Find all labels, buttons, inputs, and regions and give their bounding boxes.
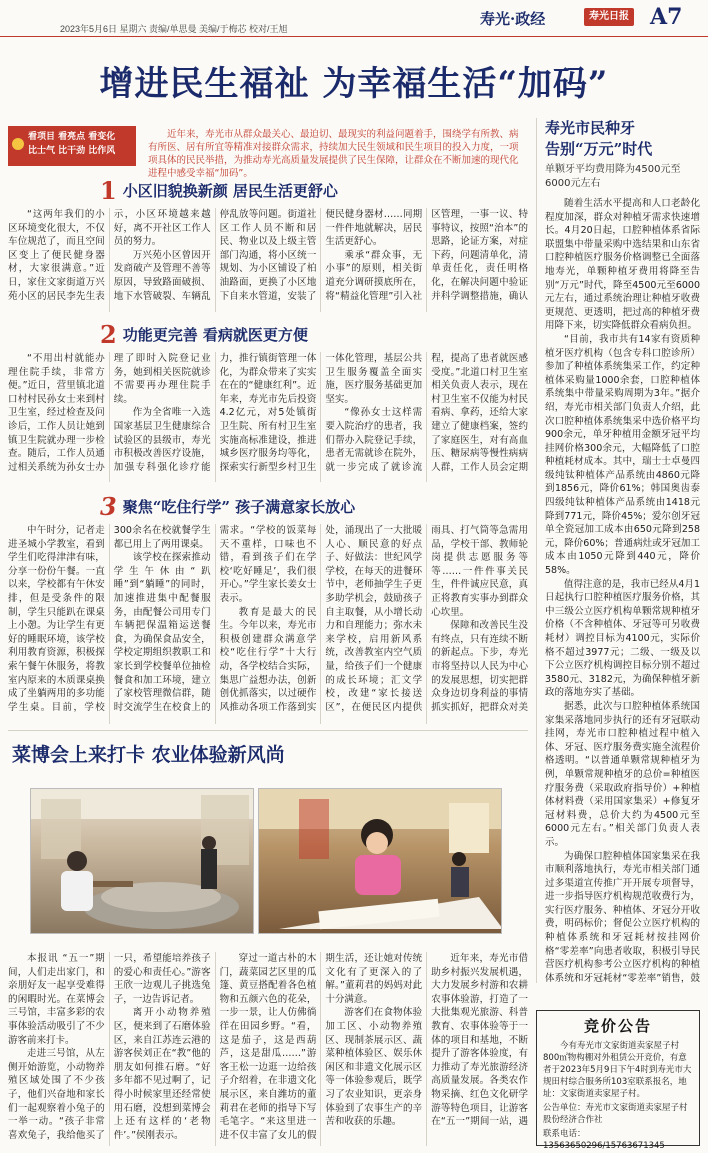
section-3-number: 3 (100, 492, 117, 521)
paragraph: 为确保口腔种植体国家集采在我市顺利落地执行，寿光市相关部门通过多渠道宣传推广开开展专项督导，进一步指导医疗机构规范收费行为，实行医疗服务、种植体、牙冠分开收费，明码标价；督促公立医疗机构的种植体系统和牙冠耗材按挂网价格“零差率”向患者收取，积极引导民营医疗机构参考公立医疗机构的种植体系统和牙冠耗材“零差率”销售，鼓 (545, 850, 700, 983)
section-name: 寿光·政经 (480, 10, 546, 28)
dental-subtitle: 单颗牙平均费用降为4500元至6000元左右 (545, 164, 681, 189)
paragraph: 穿过一道古朴的木门，蔬菜园艺区里的瓜篷、黄豆搭配着各色植物和五颜六色的花朵，一步一景，让人仿佛徜徉在田园乡野。“看，这是茄子，这是西葫芦，这是甜瓜……”游客王松一边逛一边给孩子介绍着，在非遗文化展示区，来自潍坊的董莉君在老师的指导下写毛笔字。“来这里进一进不仅丰富了女儿的假期生活，还让她对传统文化有了更深入的了解。”董莉君的妈妈对此十分满意。 (219, 953, 423, 1141)
main-headline: 增进民生福祉 为幸福生活“加码” (99, 64, 609, 104)
section-divider (8, 730, 528, 731)
photo-stone-mill (30, 788, 254, 934)
paragraph: “这两年我们的小区环境变化很大，不仅车位规范了，而且空间区变上了便民健身器材，大家很满意。”近日，家住文家街道万兴苑小区的居民李先生表示，小区环境越来越好，离不开社区工作人员的努力。 (8, 209, 211, 302)
page-header (0, 0, 708, 50)
article-intro: 近年来，寿光市从群众最关心、最迫切、最现实的利益问题着手，围绕学有所教、病有所医、居有所宜等精准对接群众需求，持续加大民生领域和民生项目的投入力度，一项项具体的民民举措，为推动寿光高质量发展提供了民生保障，让群众在不断加速的现代化进程中感受幸福“加码”。 (148, 129, 519, 179)
badge-line-1: 看项目 看亮点 看变化 (28, 132, 116, 142)
notice-body: 今有寿光市文家街道卖家屋子村800㎡物构棚对外租赁公开竞价，有意者于2023年5月9日下午4时到寿光市大规田村综合服务所103室联系报名，地址：文家街道卖家屋子村。 (543, 1041, 692, 1099)
expo-headline: 菜博会上来打卡 农业体验新风尚 (12, 744, 285, 766)
dental-title-line-1: 寿光市民种牙 (545, 119, 636, 137)
paragraph: 近年来，寿光市借助乡村振兴发展机遇，大力发展乡村游和农耕农事体验游，打造了一大批集观光旅游、科普教育、农事体验等于一体的项目和基地，不断提升了游客体验度，有力推动了寿光旅游经济高质量发展。各类农作物采摘、红色文化研学游等特色项目，让游客在“五一”期间一站，遇 (431, 953, 528, 1128)
paragraph: 本报讯 “五一”期间，人们走出家门，和亲朋好友一起享受难得的闲暇时光。在菜博会三号馆，丰富多彩的农事体验活动吸引了不少游客前来打卡。 (8, 953, 105, 1046)
paragraph: 离开小动物养殖区，便来到了石磨体验区，来自江苏连云港的游客侯刘正在“教”他的朋友如何推石磨。“好多年都不见过啊了，记得小时候家里还经常使用石磨，没想到菜博会上还有这样的‘老物件’。”侯刚表示。 (113, 1007, 211, 1141)
photo-child-calligraphy (258, 788, 502, 934)
section-2-body (8, 352, 528, 482)
page-number: A7 (650, 4, 683, 30)
expo-body (8, 952, 528, 1146)
badge-emblem-icon (12, 138, 24, 150)
dental-implant-article (536, 118, 700, 983)
paragraph: 走进三号馆，从左侧开始游览，小动物养殖区域处围了不少孩子，他们兴奋地和家长们一起观察着小兔子的一举一动。“孩子非常喜欢兔子，我给他买了一只，希望能培养孩子的爱心和责任心。”游客王欣一边观儿子挑选兔子，一边告诉记者。 (8, 953, 211, 1141)
issue-meta: 2023年5月6日 星期六 责编/单思曼 美编/于梅芯 校对/王旭 (60, 24, 288, 34)
section-1-title (100, 176, 338, 205)
dental-title-line-2: 告别“万元”时代 (545, 140, 653, 158)
section-1-heading: 小区旧貌换新颜 居民生活更舒心 (122, 182, 338, 200)
newspaper-logo: 寿光日报 (584, 8, 634, 26)
paragraph: 值得注意的是，我市已经从4月1日起执行口腔种植医疗服务价格，其中三级公立医疗机构单颗常规种植牙价格（不含种植体、牙冠等可另收费耗材）调控目标为4100元，实际价格不超过3977元；二级、一级及以下公立医疗机构调控目标分别不超过3580元、3182元，为确保种植牙新政的落地夯实了基础。 (545, 578, 700, 699)
paragraph: 随着生活水平提高和人口老龄化程度加深，群众对种植牙需求快速增长。4月20日起，口腔种植体系省际联盟集中带量采购中选结果和山东省口腔种植医疗服务价格调整已全面落地寿光，单颗种植牙费用将降至告别“万元”时代，降至4500元至6000元左右，通过系统治理让种植牙收费更规范、更透明，把过高的种植牙费用降下来，切实降低群众看病负担。 (545, 198, 700, 332)
paragraph: “不用出村就能办理住院手续，非常方便。”近日，营里镇北道口村村民孙女士来到村卫生室，经过检查及问诊后，工作人员让她到镇卫生院就办理一步检查。随后，工作人员通过相关系统为孙女士办理了即时入院登记业务，她到相关医院就诊不需要再办理住院手续。 (8, 353, 211, 473)
paragraph: 据悉，此次与口腔种植体系统国家集采落地同步执行的还有牙冠联动挂网，寿光市口腔种植过程中植入体、牙冠、医疗服务费实施全流程价格透明。“以普通单颗常规种植牙为例，单颗常规种植牙的总价=种植医疗服务费（采取政府指导价）+种植体材料费（采用国家集采）+修复牙冠材料费，总价大约为4500元至6000元左右。”相关部门负责人表示。 (545, 700, 700, 848)
section-2-title (100, 320, 308, 349)
paragraph: 该学校在探索推动学生午休由“趴睡”到“躺睡”的同时，加速推进集中配餐服务，由配餐公司用专门车辆把保温箱运送餐食，为确保食品安全，学校定期组织教职工和家长到学校餐单位抽检餐食和加工环境，建立了家校管理微信群，随时交流学生在校食上的需求。“学校的饭菜每天不重样，口味也不错，看到孩子们在学校‘吃好睡足’，我们很开心。”学生家长姜女士表示。 (113, 525, 317, 713)
section-1-number: 1 (100, 176, 117, 205)
section-2-number: 2 (100, 320, 117, 349)
paragraph: 万兴苑小区曾因开发商破产及管理不善等原因，导致路面破损、地下水管破裂、车辆乱停乱放等问题。街道社区工作人员不断和居民、物业以及上级主管部门沟通，将小区统一规划、为小区铺设了柏油路面，更换了小区地下自来水管道，安装了便民健身器材……同期一件件地就解决，居民生活更舒心。 (113, 209, 423, 302)
paragraph: 中午时分，记者走进圣城小学教室，看到学生们吃得津津有味，分享一份份午餐。一直以来，学校都有午休安排，但是受条件的限制，学生只能趴在课桌上小憩。为让学生有更好的睡眠环境，该学校利用教育资源，积极探索午餐午休服务，将教室内原来的木质课桌换成了坐躺两用的多功能学生桌。目前，学校300余名在校就餐学生都已用上了两用课桌。 (8, 525, 211, 713)
stone-mill-illustration (31, 789, 254, 934)
dental-body (545, 197, 700, 983)
section-3-heading: 聚焦“吃住行学” 孩子满意家长放心 (122, 498, 356, 516)
campaign-badge (8, 126, 136, 166)
paragraph: “像孙女士这样需要入院治疗的患者，我们帮办入院登记手续，患者无需就诊在院外，就一步完成了就诊流程，提高了患者就医感受度。”北道口村卫生室相关负责人表示，现在村卫生室不仅能为村民看病、拿药，还给大家建立了健康档案，签约了家庭医生，对有高血压、糖尿病等慢性病病人群，工作人员会定期 (325, 353, 528, 473)
section-1-body (8, 208, 528, 312)
calligraphy-illustration (259, 789, 502, 934)
notice-phone: 联系电话：13563650296/15763671345 (543, 1129, 665, 1151)
paragraph: “目前，我市共有14家有资质种植牙医疗机构（包含专科口腔诊所）参加了种植体系统集采工作，约定种植体采购量1000余套，口腔种植体系统集中带量采购周期为3年。”据介绍，寿光市相关部门负责人介绍，此次口腔种植体系统集采中选价格平均900余元，单牙种植用金额牙冠平均挂网价格300余元，大幅降低了口腔种植耗材成本。其中，瑞士士卓曼四级纯钛种植体产品系统由4860元降到1856元，降价61%；韩国奥齿泰四级纯钛种植体产品系统由1418元降到771元，降价45%；爱尔创牙冠单全瓷冠加工成本由650元降到258元，降价60%；普通病灶或牙冠加工成本由1050元降到440元，降价58%。 (545, 333, 700, 577)
bidding-notice (536, 1010, 700, 1151)
notice-title: 竞价公告 (583, 1017, 652, 1035)
header-divider (0, 36, 708, 37)
paragraph: 游客们在食物体验加工区、小动物养殖区、现制茶展示区、蔬菜种植体验区、娱乐休闲区和非遗文化展示区等一体验参观后，既学习了农业知识，更亲身体验到了农事生产的辛苦和收获的乐趣。 (325, 1007, 423, 1128)
paragraph: 教育是最大的民生。今年以来，寿光市积极创建群众满意学校“吃住行学”十大行动，各学校结合实际，集思广益想办法，创新创优抓落实，以过硬作风推动各项工作落到实处，涌现出了一大批暖人心、顺民意的好点子、好做法：世纪风学学校，在每天的进餐环节中，老师抽学生子更多助学机会，鼓励孩子自主取餐，从小增长动力和自理能力；弥水未来学校，启用新风系统，改善教室内空气质量，给孩子们一个健康的成长环境；汇文学校，改建“家长接送区”，在便民区内提供雨具、打气筒等急需用品，学校干部、教师轮岗提供志愿服务等等……一件件事关民生，件件诚应民意，真正将教育实事办到群众心坎里。 (219, 525, 528, 713)
paragraph: 保障和改善民生没有终点，只有连续不断的新起点。下步，寿光市将坚持以人民为中心的发展思想，切实把群众身边切身利益的事情抓实抓好，把群众对美 (431, 620, 528, 713)
section-3-body (8, 524, 528, 724)
section-2-heading: 功能更完善 看病就医更方便 (122, 326, 308, 344)
section-3-title (100, 492, 355, 521)
badge-line-2: 比士气 比干劲 比作风 (28, 146, 116, 156)
paragraph: 作为全省唯一入选国家基层卫生健康综合试验区的县级市，寿光市积极改善医疗设施，加强专科强化诊疗能力，推行镇街管理一体化，为群众带来了实实在在的“健康红利”。近年来，寿光市先后投资4.2亿元，对5处镇街卫生院、所有村卫生室实施高标准建设，推进城乡医疗服务均等化，探索实行新型乡村卫生一体化管理，基层公共卫生服务覆盖全面实施，医疗服务基础更加坚实。 (113, 353, 423, 473)
paragraph: 乘承“群众事，无小事”的原则，相关街道充分调研摸底所在，将“精益化管理”引入社区管理，一事一议、特事特议，按照“治本”的思路，论证方案，对症下药，问题清单化，清单责任化，责任明格化，在解决问题中验证并科学调整措施，确认 (325, 209, 528, 302)
notice-company: 公告单位：寿光市文家街道卖家屋子村股份经济合作社 (543, 1103, 688, 1125)
